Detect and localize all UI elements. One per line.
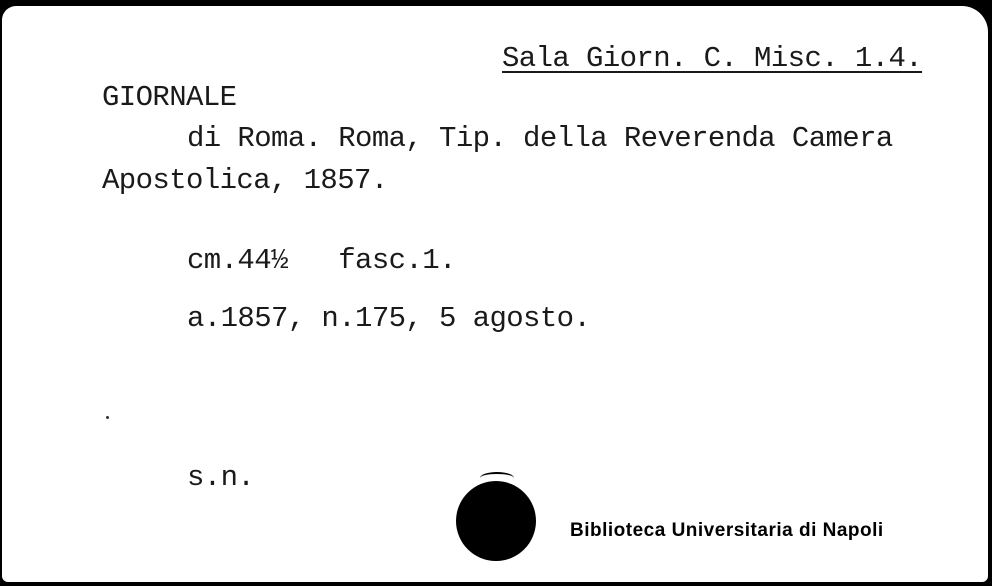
issue-line: a.1857, n.175, 5 agosto. xyxy=(187,302,591,335)
ink-speck xyxy=(106,416,109,419)
imprint-line-2: Apostolica, 1857. xyxy=(102,164,388,197)
library-stamp-text: Biblioteca Universitaria di Napoli xyxy=(570,520,884,541)
sine-nomine-note: s.n. xyxy=(187,461,255,494)
catalog-card xyxy=(2,6,988,582)
library-seal xyxy=(456,481,536,561)
shelfmark: Sala Giorn. C. Misc. 1.4. xyxy=(502,42,923,75)
size-line: cm.44½ fasc.1. xyxy=(187,244,456,277)
title-heading: GIORNALE xyxy=(102,81,237,114)
imprint-line-1: di Roma. Roma, Tip. della Reverenda Camera xyxy=(187,122,893,155)
